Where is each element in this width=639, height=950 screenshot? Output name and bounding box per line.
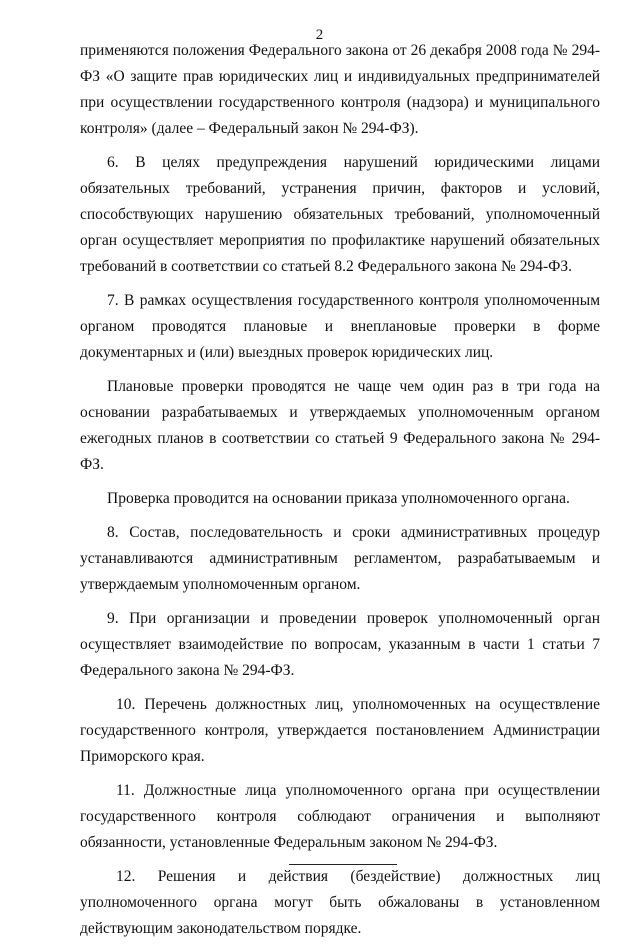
paragraph-item-9: 9. При организации и проведении проверок уполномоченный орган осуществляет взаимодействие по вопросам, указанным в части 1 статьи 7 Федерального закона № 294-ФЗ. (80, 610, 600, 679)
paragraph-item-10: 10. Перечень должностных лиц, уполномоченных на осуществление государственного контроля, утверждается постановлением Администрации Приморского края. (80, 696, 600, 765)
paragraph-item-6: 6. В целях предупреждения нарушений юридическими лицами обязательных требований, устранения причин, факторов и условий, способствующих нарушению обязательных требований, уполномоченный орган осуществляет мероприятия по профилактике нарушений обязательных требований в соответствии со статьей 8.2 Федерального закона № 294-ФЗ. (80, 154, 600, 275)
paragraph-item-7: 7. В рамках осуществления государственного контроля уполномоченным органом проводятся плановые и внеплановые проверки в форме документарных и (или) выездных проверок юридических лиц. (80, 292, 600, 361)
paragraph-continuation: применяются положения Федерального закона от 26 декабря 2008 года № 294-ФЗ «О защите прав юридических лиц и индивидуальных предпринимателей при осуществлении государственного контроля (надзора) и муниципального контроля» (далее – Федеральный закон № 294-ФЗ). (80, 42, 600, 137)
page-number: 2 (315, 27, 324, 43)
end-of-text-rule (289, 864, 397, 865)
paragraph-item-12: 12. Решения и действия (бездействие) должностных лиц уполномоченного органа могут быть обжалованы в установленном действующим законодательством порядке. (80, 868, 600, 937)
paragraph-planned-inspections: Плановые проверки проводятся не чаще чем один раз в три года на основании разрабатываемых и утверждаемых уполномоченным органом ежегодных планов в соответствии со статьей 9 Федерального закона № 294-ФЗ. (80, 378, 600, 473)
document-body (80, 38, 600, 950)
paragraph-item-11: 11. Должностные лица уполномоченного органа при осуществлении государственного контроля соблюдают ограничения и выполняют обязанности, установленные Федеральным законом № 294-ФЗ. (80, 782, 600, 851)
paragraph-item-8: 8. Состав, последовательность и сроки административных процедур устанавливаются административным регламентом, разрабатываемым и утверждаемым уполномоченным органом. (80, 524, 600, 593)
paragraph-inspection-order: Проверка проводится на основании приказа уполномоченного органа. (107, 490, 570, 507)
